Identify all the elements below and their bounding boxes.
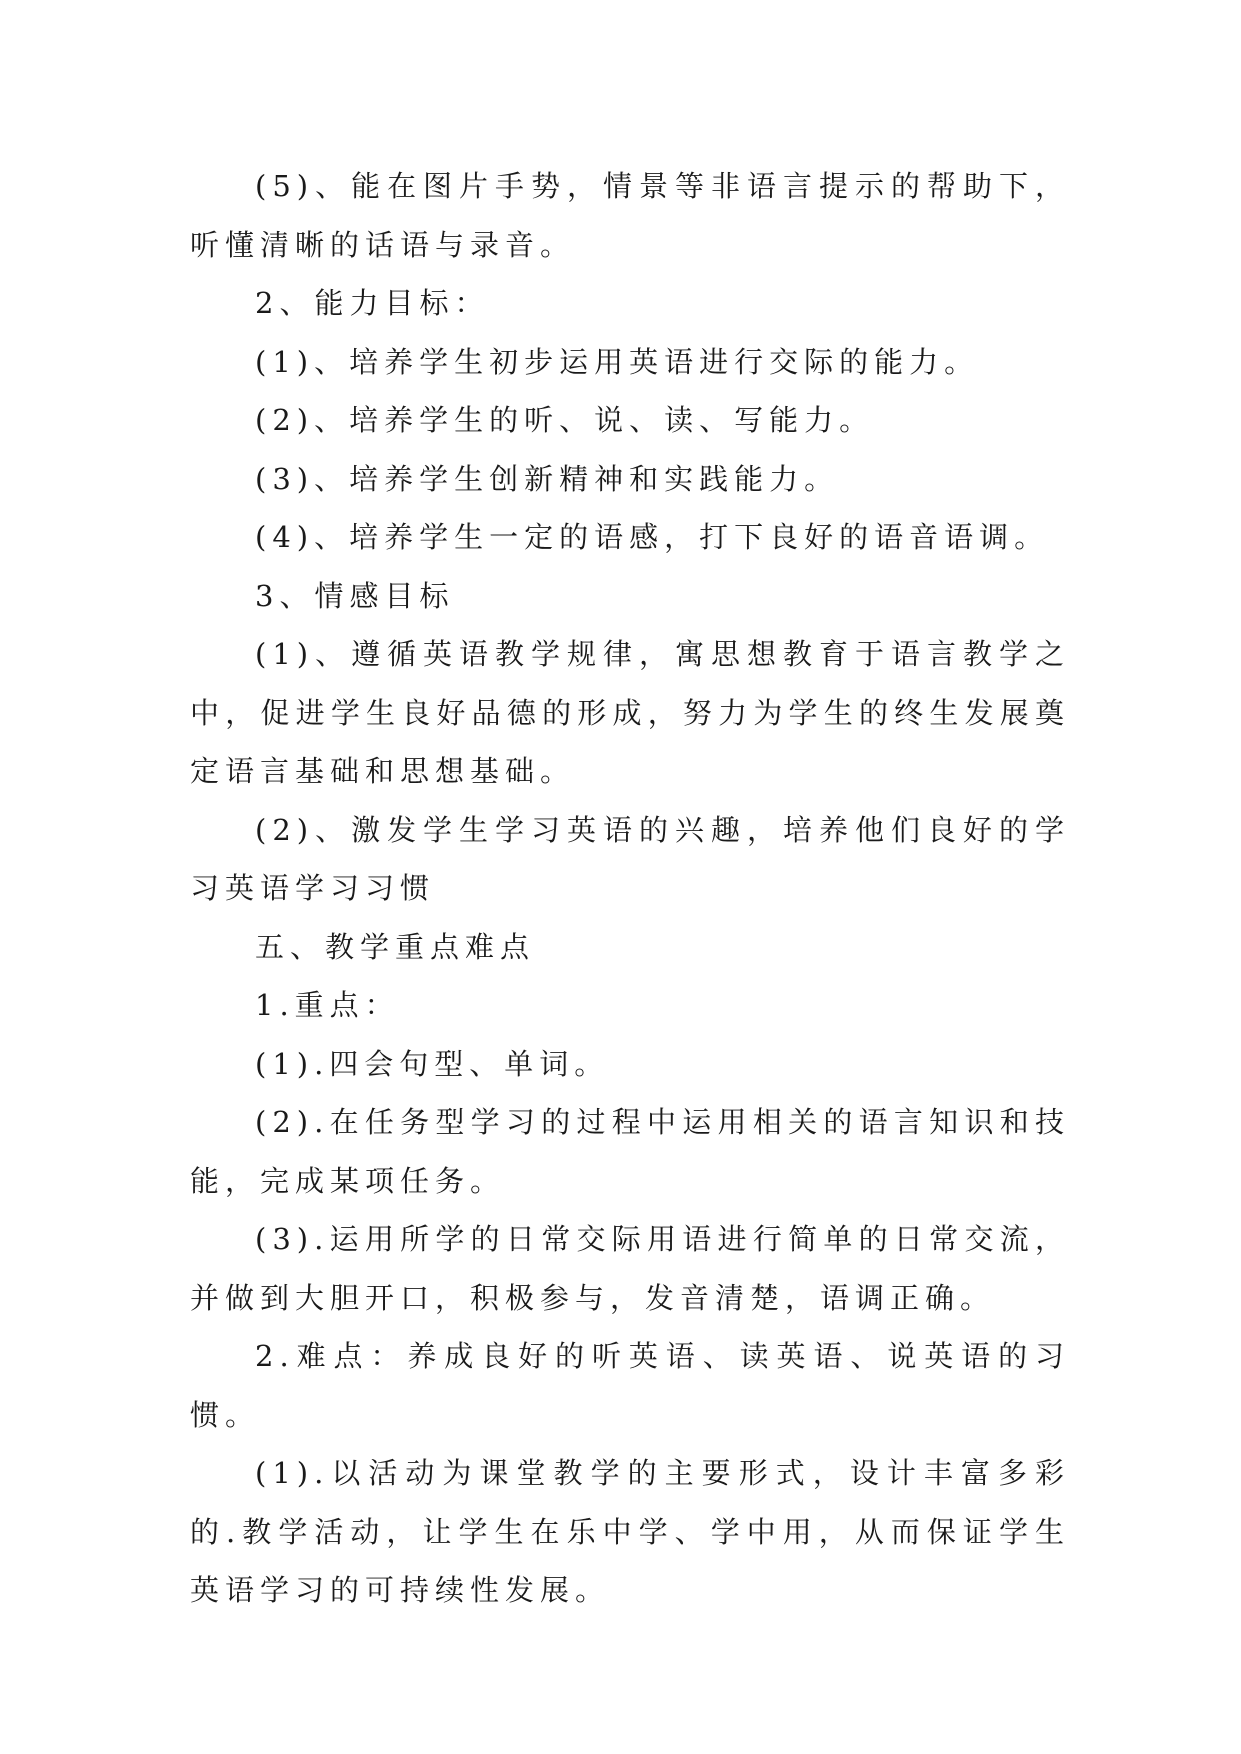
paragraph: (4)、培养学生一定的语感，打下良好的语音语调。 [255, 520, 1050, 554]
paragraph: 2.难点：养成良好的听英语、读英语、说英语的习惯。 [190, 1339, 1070, 1432]
subsection-heading: 1.重点： [255, 988, 400, 1022]
paragraph: (1).四会句型、单词。 [255, 1046, 610, 1081]
paragraph: (3).运用所学的日常交际用语进行简单的日常交流，并做到大胆开口，积极参与，发音清楚，语调正确。 [190, 1222, 1070, 1315]
section-heading: 五、教学重点难点 [255, 929, 536, 964]
paragraph: (1).以活动为课堂教学的主要形式，设计丰富多彩的.教学活动，让学生在乐中学、学中用，从而保证学生英语学习的可持续性发展。 [190, 1456, 1070, 1607]
paragraph: (5)、能在图片手势，情景等非语言提示的帮助下，听懂清晰的话语与录音。 [190, 169, 1070, 262]
section-heading: 3、情感目标 [255, 578, 455, 613]
paragraph: (2)、培养学生的听、说、读、写能力。 [255, 403, 875, 437]
section-heading: 2、能力目标： [255, 286, 490, 320]
document-body [190, 157, 1070, 1620]
paragraph: (1)、培养学生初步运用英语进行交际的能力。 [255, 344, 980, 379]
paragraph: (2)、激发学生学习英语的兴趣，培养他们良好的学习英语学习习惯 [190, 812, 1070, 905]
paragraph: (3)、培养学生创新精神和实践能力。 [255, 461, 840, 496]
paragraph: (2).在任务型学习的过程中运用相关的语言知识和技能，完成某项任务。 [190, 1105, 1070, 1198]
paragraph: (1)、遵循英语教学规律，寓思想教育于语言教学之中，促进学生良好品德的形成，努力为学生的终生发展奠定语言基础和思想基础。 [190, 637, 1070, 788]
